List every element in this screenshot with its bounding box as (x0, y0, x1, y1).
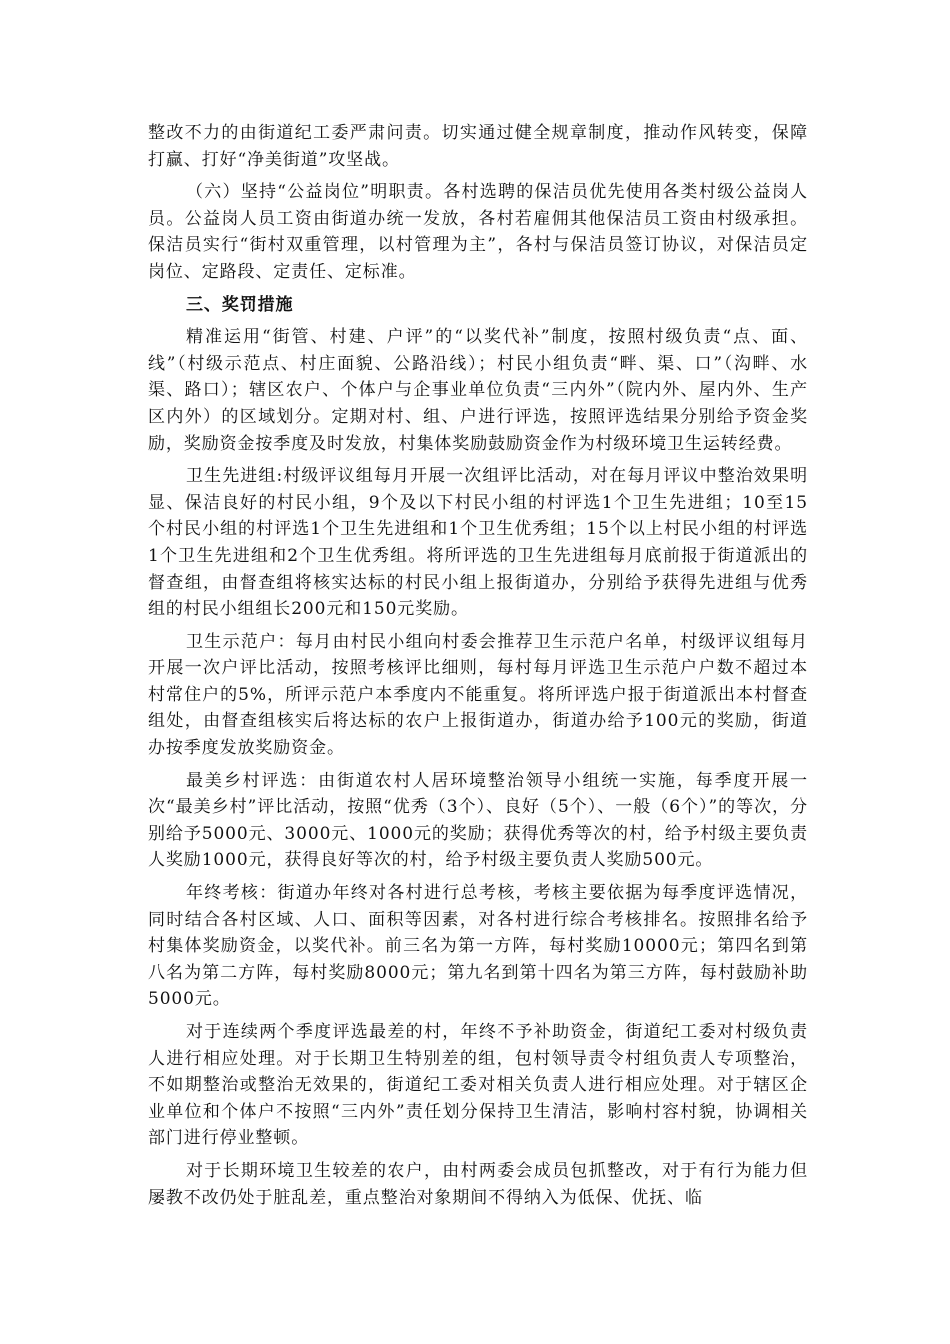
paragraph-year-end-assessment: 年终考核：街道办年终对各村进行总考核，考核主要依据为每季度评选情况，同时结合各村区域、人口、面积等因素，对各村进行综合考核排名。按照排名给予村集体奖励资金，以奖代补。前三名为第一方阵，每村奖励10000元；第四名到第八名为第二方阵，每村奖励8000元；第九名到第十四名为第三方阵，每村鼓励补助5000元。 (148, 883, 808, 1010)
paragraph-model-household: 卫生示范户：每月由村民小组向村委会推荐卫生示范户名单，村级评议组每月开展一次户评比活动，按照考核评比细则，每村每月评选卫生示范户户数不超过本村常住户的5%，所评示范户本季度内不能重复。将所评选户报于街道派出本村督查组处，由督查组核实后将达标的农户上报街道办，街道办给予100元的奖励，街道办按季度发放奖励资金。 (148, 631, 808, 759)
paragraph-reward-system: 精准运用“街管、村建、户评”的“以奖代补”制度，按照村级负责“点、面、线”（村级示范点、村庄面貌、公路沿线）；村民小组负责“畔、渠、口”（沟畔、水渠、路口）；辖区农户、个体户与企事业单位负责“三内外”（院内外、屋内外、生产区内外）的区域划分。定期对村、组、户进行评选，按照评选结果分别给予资金奖励，奖励资金按季度及时发放，村集体奖励鼓励资金作为村级环境卫生运转经费。 (148, 327, 808, 454)
paragraph-poor-households: 对于长期环境卫生较差的农户，由村两委会成员包抓整改，对于有行为能力但屡教不改仍处于脏乱差，重点整治对象期间不得纳入为低保、优抚、临 (148, 1160, 808, 1208)
section-heading-rewards-penalties: 三、奖罚措施 (186, 294, 294, 315)
paragraph-public-welfare-posts: （六）坚持“公益岗位”明职责。各村选聘的保洁员优先使用各类村级公益岗人员。公益岗人员工资由街道办统一发放，各村若雇佣其他保洁员工资由村级承担。保洁员实行“街村双重管理，以村管理为主”，各村与保洁员签订协议，对保洁员定岗位、定路段、定责任、定标准。 (148, 182, 808, 282)
paragraph-continuation: 整改不力的由街道纪工委严肃问责。切实通过健全规章制度，推动作风转变，保障打赢、打好“净美街道”攻坚战。 (148, 123, 808, 170)
paragraph-penalties: 对于连续两个季度评选最差的村，年终不予补助资金，街道纪工委对村级负责人进行相应处理。对于长期卫生特别差的组，包村领导责令村组负责人专项整治，不如期整治或整治无效果的，街道纪工委对相关负责人进行相应处理。对于辖区企业单位和个体户不按照“三内外”责任划分保持卫生清洁，影响村容村貌，协调相关部门进行停业整顿。 (148, 1022, 808, 1149)
paragraph-most-beautiful-village: 最美乡村评选：由街道农村人居环境整治领导小组统一实施，每季度开展一次“最美乡村”评比活动，按照“优秀（3个）、良好（5个）、一般（6个）”的等次，分别给予5000元、3000元、1000元的奖励；获得优秀等次的村，给予村级主要负责人奖励1000元，获得良好等次的村，给予村级主要负责人奖励500元。 (148, 770, 808, 871)
document-page (148, 120, 808, 1217)
paragraph-advanced-group: 卫生先进组:村级评议组每月开展一次组评比活动，对在每月评议中整治效果明显、保洁良好的村民小组，9个及以下村民小组的村评选1个卫生先进组；10至15个村民小组的村评选1个卫生先进组和1个卫生优秀组；15个以上村民小组的村评选1个卫生先进组和2个卫生优秀组。将所评选的卫生先进组每月底前报于街道派出的督查组，由督查组将核实达标的村民小组上报街道办，分别给予获得先进组与优秀组的村民小组组长200元和150元奖励。 (148, 466, 808, 620)
